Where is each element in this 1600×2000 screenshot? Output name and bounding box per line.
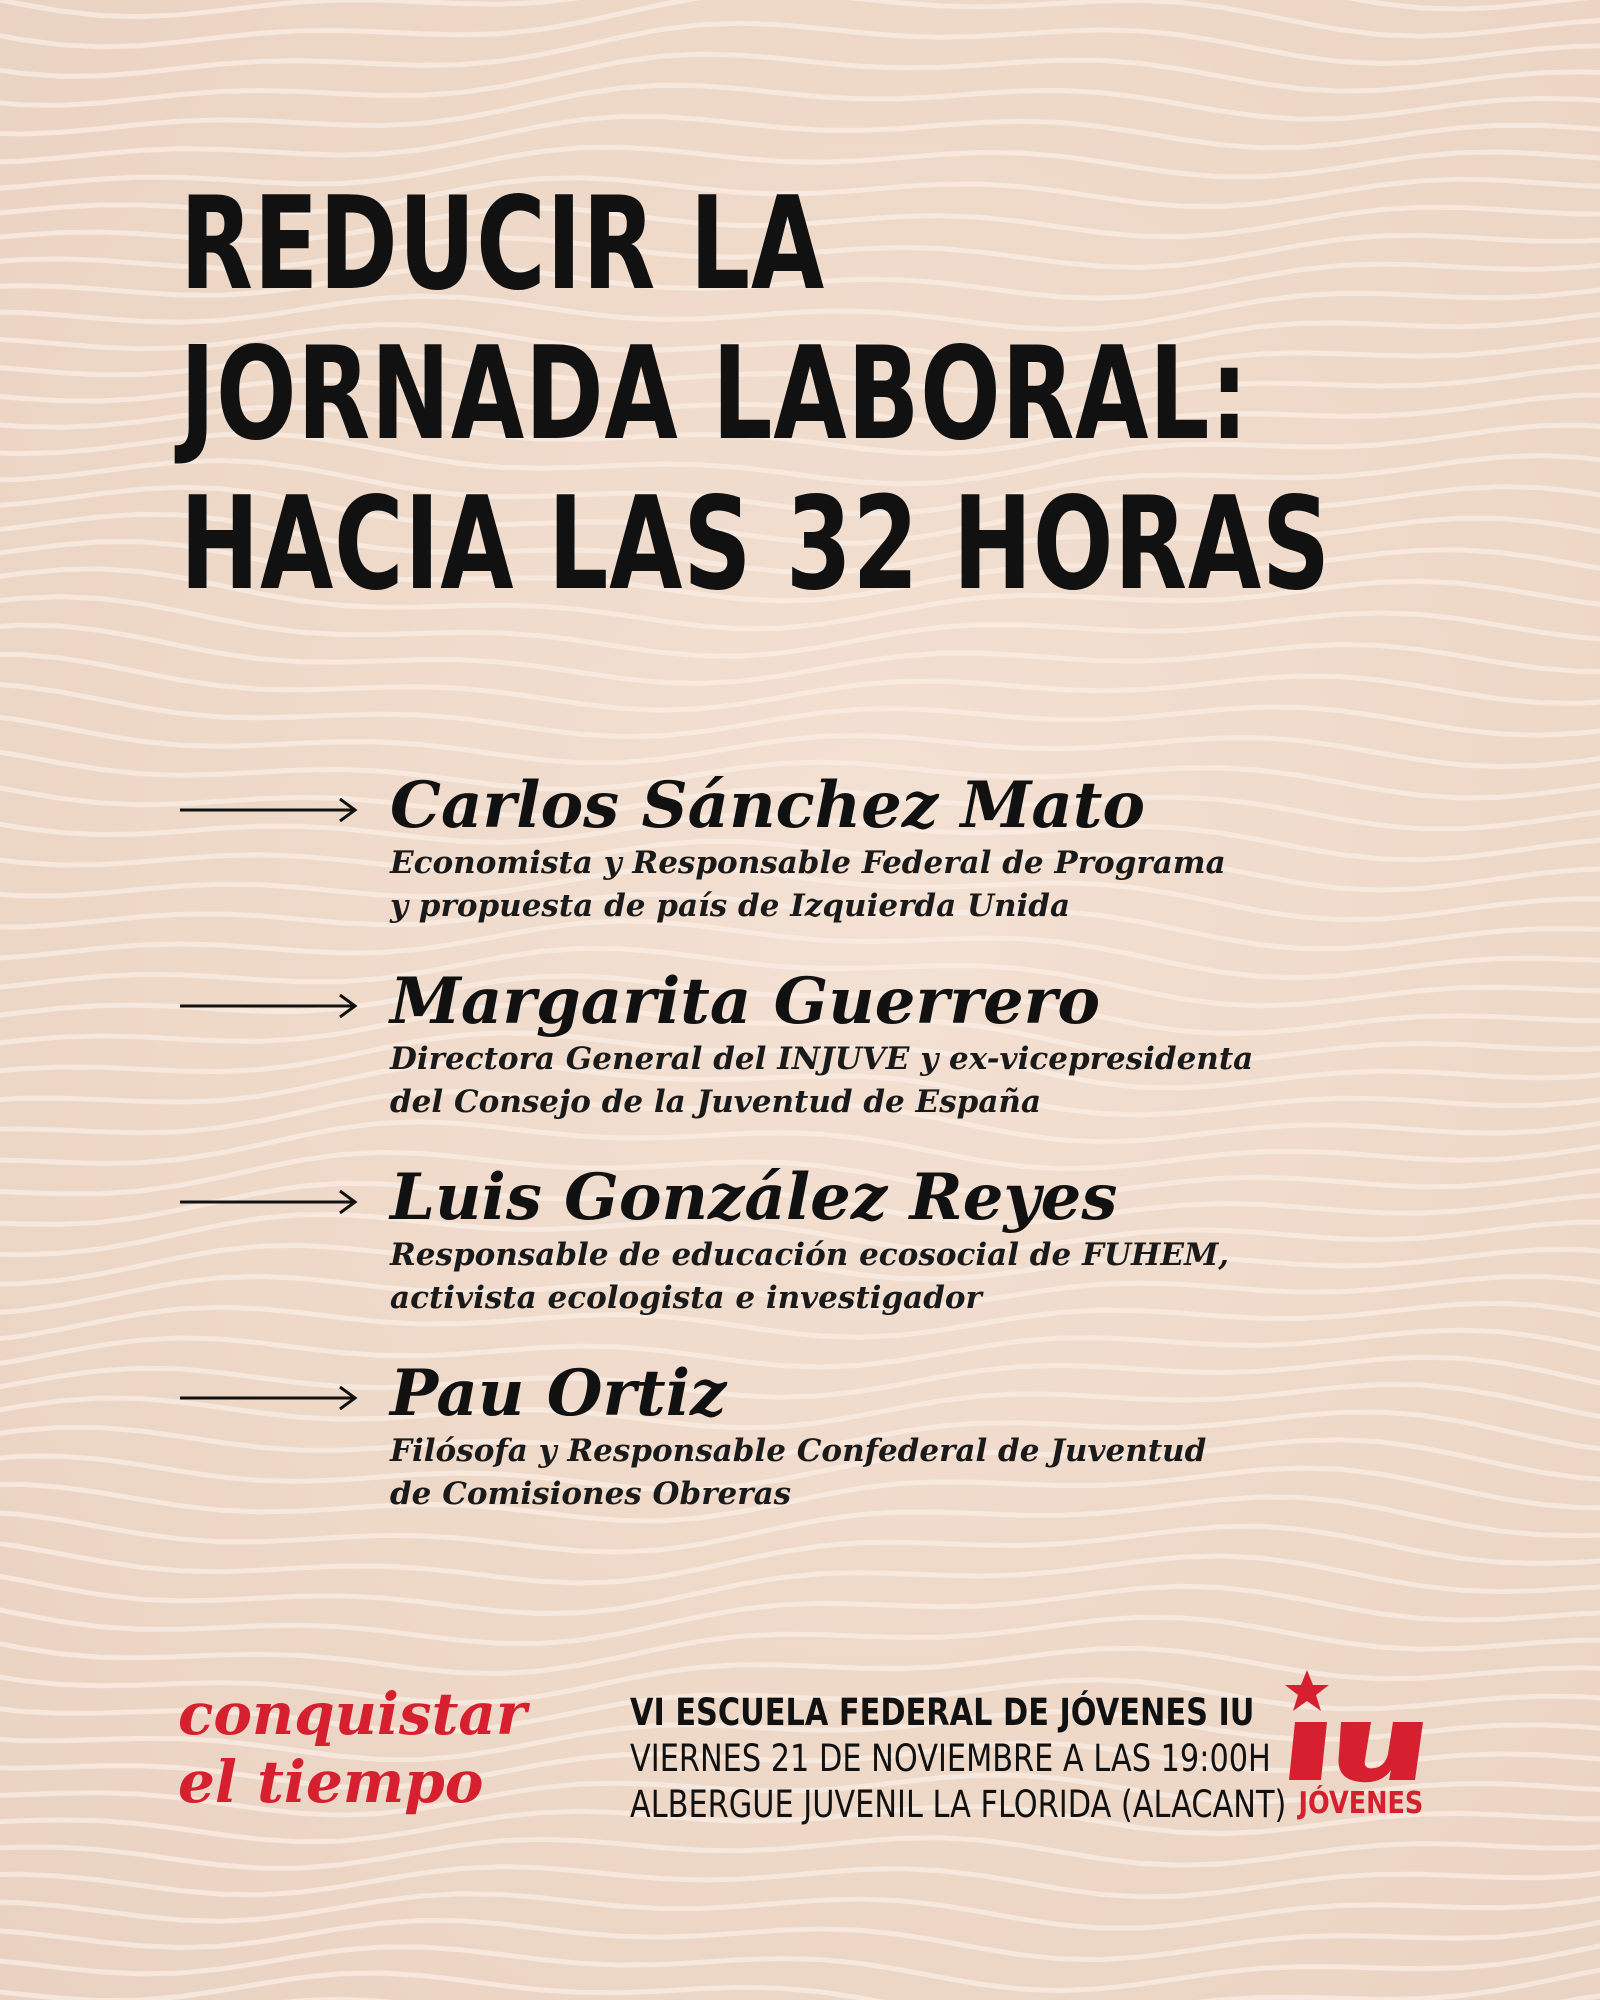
event-details (630, 1690, 1286, 1828)
texture-line (0, 1867, 1600, 1897)
speaker-role: de Comisiones Obreras (390, 1476, 792, 1512)
event-place: ALBERGUE JUVENIL LA FLORIDA (ALACANT) (630, 1783, 1287, 1826)
slogan (178, 1680, 527, 1816)
speaker-list (180, 770, 1560, 1554)
texture-line (0, 1918, 1600, 1959)
speaker-name: Margarita Guerrero (390, 964, 1101, 1039)
texture-line (0, 0, 1600, 17)
texture-line (0, 683, 1600, 736)
event-date: VIERNES 21 DE NOVIEMBRE A LAS 19:00H (630, 1737, 1271, 1780)
event-name: VI ESCUELA FEDERAL DE JÓVENES IU (630, 1691, 1255, 1734)
speaker-role: y propuesta de país de Izquierda Unida (390, 888, 1071, 924)
arrow-right-icon (180, 798, 358, 822)
slogan-line-1: conquistar (178, 1680, 527, 1748)
speaker-name: Luis González Reyes (390, 1160, 1118, 1235)
texture-line (0, 1942, 1600, 1991)
texture-line (0, 117, 1600, 163)
speaker-role: activista ecologista e investigador (390, 1280, 982, 1316)
speaker-name: Carlos Sánchez Mato (390, 768, 1146, 843)
title-line-1: REDUCIR LA (180, 170, 825, 319)
speaker-role: Directora General del INJUVE y ex-vicepresidenta (390, 1041, 1254, 1077)
speaker-item (180, 1358, 1560, 1516)
texture-line (0, 715, 1600, 767)
texture-line (0, 654, 1600, 710)
texture-line (0, 1894, 1600, 1928)
arrow-right-icon (180, 994, 358, 1018)
speaker-item (180, 966, 1560, 1124)
speaker-role: Filósofa y Responsable Confederal de Juventud (390, 1433, 1207, 1469)
poster-title (180, 170, 1331, 620)
speaker-role: Responsable de educación ecosocial de FUHEM, (390, 1237, 1230, 1273)
speaker-role: del Consejo de la Juventud de España (390, 1084, 1042, 1120)
speaker-item (180, 1162, 1560, 1320)
title-line-3: HACIA LAS 32 HORAS (180, 470, 1331, 619)
speaker-item (180, 770, 1560, 928)
arrow-right-icon (180, 1190, 358, 1214)
texture-line (0, 625, 1600, 683)
texture-line (0, 1967, 1600, 2000)
texture-line (0, 1838, 1600, 1868)
speaker-name: Pau Ortiz (390, 1356, 727, 1431)
star-icon (1285, 1670, 1329, 1711)
title-line-2: JORNADA LABORAL: (180, 320, 1249, 469)
slogan-line-2: el tiempo (178, 1748, 484, 1816)
arrow-right-icon (180, 1386, 358, 1410)
speaker-role: Economista y Responsable Federal de Programa (390, 845, 1226, 881)
logo-wordmark: JÓVENES (1298, 1786, 1424, 1821)
